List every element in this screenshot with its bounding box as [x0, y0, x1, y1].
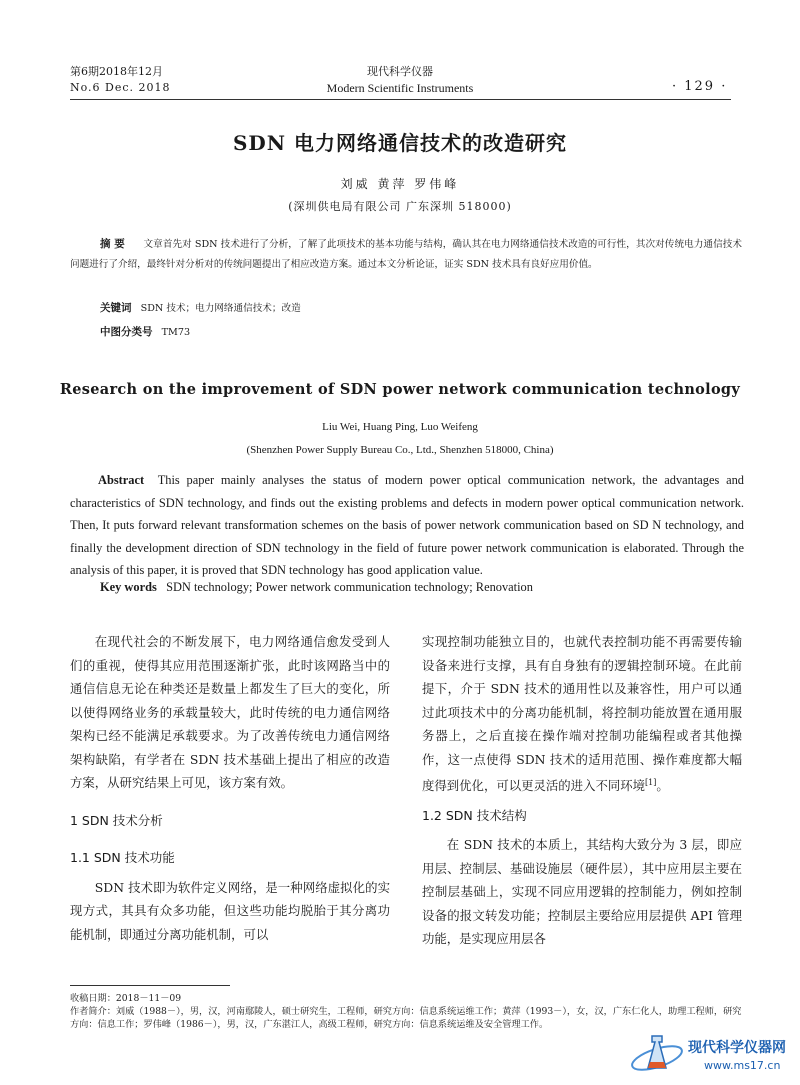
abstract-cn-text: 文章首先对 SDN 技术进行了分析，了解了此项技术的基本功能与结构，确认其在电力网络通信技术改造的可行性，其次对传统电力通信技术问题进行了介绍，最终针对分析对的传统问题提出了相应改造方案。通过本文分析论证，证实 SDN 技术具有良好应用价值。: [70, 239, 742, 270]
right-column: [422, 630, 742, 951]
header-rule: [70, 99, 731, 100]
keywords-en: [100, 580, 533, 595]
keywords-cn: [100, 298, 740, 319]
watermark-name: 现代科学仪器网: [688, 1040, 786, 1056]
affiliation-cn: (深圳供电局有限公司 广东深圳 518000): [288, 200, 512, 213]
issue-en: No.6 Dec. 2018: [70, 81, 171, 94]
issue-cn: 第6期2018年12月: [70, 65, 163, 78]
journal-cn: 现代科学仪器: [367, 65, 433, 78]
page-number: · 129 ·: [672, 79, 728, 94]
keywords-cn-label: 关键词: [100, 302, 132, 314]
clc-text: TM73: [161, 327, 191, 338]
keywords-en-text: SDN technology; Power network communication technology; Renovation: [166, 580, 533, 594]
clc-label: 中图分类号: [100, 326, 153, 338]
abstract-en-text: This paper mainly analyses the status of modern power optical communication network, the advantages and characteristics of SDN technology, and finds out the existing problems and defects in modern power optical communication network. Then, It puts forward relevant transformation schemes on the basis of power network communication based on SD N technology, and finally the development direction of SDN technology in the field of future power network communication is elaborated. Through the analysis of this paper, it is proved that SDN technology has good application value.: [70, 473, 744, 577]
section-1-1-paragraph: SDN 技术即为软件定义网络，是一种网络虚拟化的实现方式，其具有众多功能，但这些功能均脱胎于其分离功能机制，即通过分离功能机制，可以: [70, 879, 390, 942]
left-column: [70, 630, 390, 946]
keywords-en-label: Key words: [100, 580, 157, 594]
section-1-2-paragraph: 在 SDN 技术的本质上，其结构大致分为 3 层，即应用层、控制层、基础设施层（硬件层），其中应用层主要在控制层基础上，实现不同应用逻辑的控制能力，例如控制设备的报文转发功能；控制层主要给应用层提供 API 管理功能，是实现应用层各: [422, 837, 742, 947]
abstract-en: [70, 469, 744, 582]
abstract-en-label: Abstract: [98, 473, 145, 487]
authors-en: Liu Wei, Huang Ping, Luo Weifeng: [322, 421, 478, 433]
intro-paragraph: 在现代社会的不断发展下，电力网络通信愈发受到人们的重视，使得其应用范围逐渐扩张，此时该网路当中的通信信息无论在种类还是数量上都发生了巨大的变化，所以使得网络业务的承载量较大，此时传统的电力通信网络架构已经不能满足承载要求。为了改善传统电力通信网络架构缺陷，有学者在 SDN 技术基础上提出了相应的改造方案，从研究结果上可见，该方案有效。: [70, 634, 390, 790]
watermark-url: www.ms17.cn: [704, 1059, 781, 1072]
section-1-1-heading: 1.1 SDN 技术功能: [70, 850, 175, 865]
abstract-cn: [70, 234, 742, 275]
right-continued-paragraph: [422, 630, 742, 798]
section-1-2-heading: 1.2 SDN 技术结构: [422, 807, 527, 823]
journal-en: Modern Scientific Instruments: [326, 81, 474, 95]
affiliation-en: (Shenzhen Power Supply Bureau Co., Ltd., Shenzhen 518000, China): [246, 444, 554, 456]
clc-number: [100, 322, 740, 343]
citation-1: [1]: [645, 778, 657, 787]
paper-title-cn: SDN 电力网络通信技术的改造研究: [232, 131, 568, 155]
authors-cn: 刘威 黄萍 罗伟峰: [340, 177, 460, 191]
right-continued-text: 实现控制功能独立目的，也就代表控制功能不再需要传输设备来进行支撑，具有自身独有的逻辑控制环境。在此前提下，介于 SDN 技术的通用性以及兼容性，用户可以通过此项技术中的分离功能机制，将控制功能放置在通用服务器上，之后直接在操作端对控制功能编程或者其他操作，这一点使得 SDN 技术的适用范围、操作难度都大幅度得到优化，可以更灵活的进入不同环境: [422, 634, 742, 794]
abstract-cn-label: 摘 要: [100, 238, 125, 250]
footnote-received: 收稿日期：2018－11－09: [70, 993, 182, 1004]
footnote-rule: [70, 985, 230, 986]
right-continued-end: 。: [656, 778, 669, 794]
paper-title-en: Research on the improvement of SDN power network communication technology: [59, 381, 741, 398]
footnote-bio: 作者简介：刘威（1988－），男，汉，河南鄢陵人，硕士研究生，工程师，研究方向：信息系统运维工作；黄萍（1993－），女，汉，广东仁化人，助理工程师，研究方向：信息工作；罗伟峰（1986－），男，汉，广东湛江人，高级工程师，研究方向：信息系统运维及安全管理工作。: [70, 1006, 742, 1030]
watermark-logo-icon: [628, 1028, 686, 1080]
keywords-cn-text: SDN 技术；电力网络通信技术；改造: [140, 303, 301, 314]
section-1-heading: 1 SDN 技术分析: [70, 812, 163, 828]
